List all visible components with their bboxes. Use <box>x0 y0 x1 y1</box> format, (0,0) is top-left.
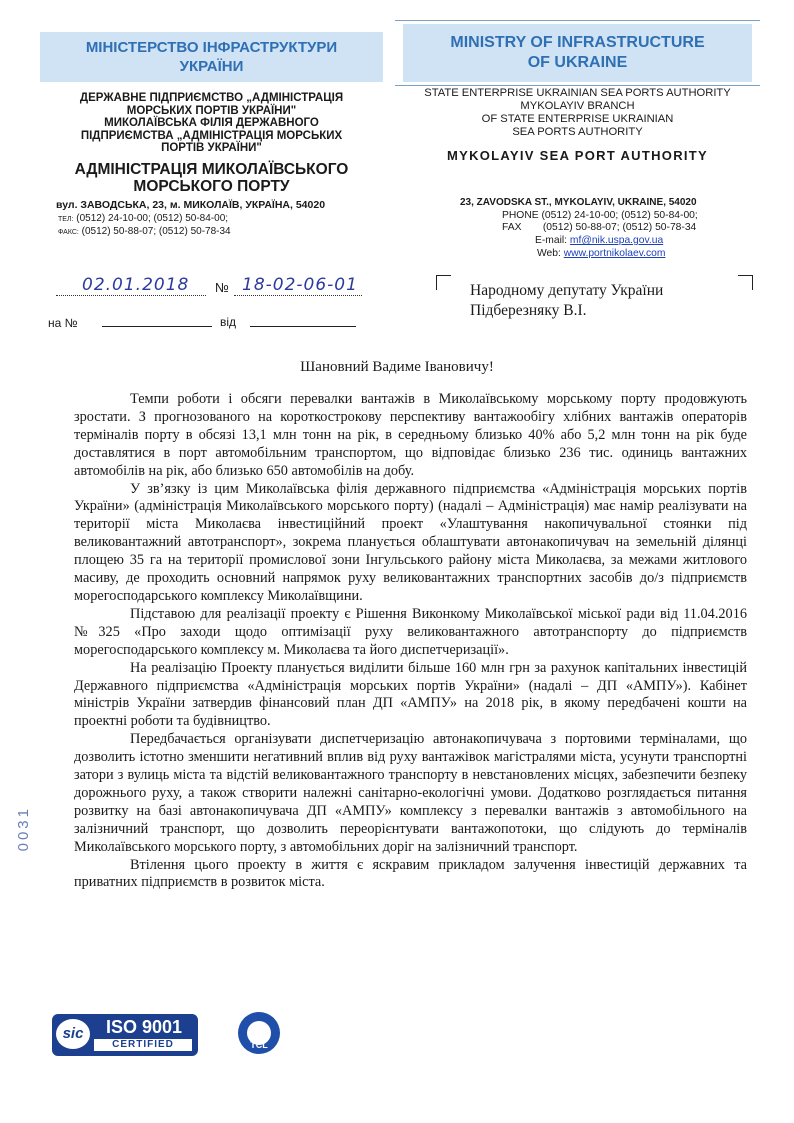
iso-certified: CERTIFIED <box>94 1039 192 1051</box>
email-label: E-mail: <box>535 235 568 246</box>
fax-en-value: (0512) 50-88-07; (0512) 50-78-34 <box>542 222 697 233</box>
ministry-title-en-line-1: MINISTRY OF INFRASTRUCTURE <box>450 34 705 51</box>
tcl-label: TCL <box>250 1040 268 1050</box>
tel-label: ТЕЛ: <box>58 216 74 223</box>
reply-date-line <box>250 326 356 327</box>
address-uk: вул. ЗАВОДСЬКА, 23, м. МИКОЛАЇВ, УКРАЇНА, 54020 <box>56 199 326 211</box>
enterprise-en-line: SEA PORTS AUTHORITY <box>512 126 643 138</box>
paragraph: Підставою для реалізації проекту є Рішення Виконкому Миколаївської міської ради від 11.04.2016 №325 «Про заходи щодо оптимізації руху великовантажного автотранспорту до підприємств морегосподарського комплексу м. Миколаєва та його диспетчеризації». <box>74 605 747 658</box>
date-line <box>56 295 206 296</box>
number-line <box>234 295 362 296</box>
addressee-bracket-left <box>436 275 451 290</box>
addressee-bracket-right <box>738 275 753 290</box>
port-name-line: МОРСЬКОГО ПОРТУ <box>133 178 290 195</box>
paragraph: Темпи роботи і обсяги перевалки вантажів в Миколаївському морському порту продовжують зростати. З прогнозованого на короткострокову перспективу вантажообігу хлібних вантажів операторів терміналів порту в обсязі 13,1 млн тонн на рік, в середньому близько 40% або 5,2 млн тонн на рік буде доставлятися в порт автомобільним транспортом, що відповідає близько 236 тис. одиниць вантажних автомобілів на рік, або близько 650 автомобілів на добу. <box>74 391 747 479</box>
margin-stamp-number: 0031 <box>15 806 32 852</box>
phone-label: PHONE <box>502 210 539 221</box>
web-en <box>537 248 665 259</box>
enterprise-en-line: OF STATE ENTERPRISE UKRAINIAN <box>481 113 674 125</box>
tel-value: (0512) 24-10-00; (0512) 50-84-00; <box>76 213 229 224</box>
tcl-certification-logo <box>238 1012 280 1054</box>
iso-title: ISO 9001 <box>105 1017 183 1037</box>
paragraph: Передбачається організувати диспетчеризацію автонакопичувача з портовими терміналами, що дозволить істотно зменшити негативний вплив від руху вантажівок магістралями міста, усунути транспортні затори з вулиць міста та відстій великовантажного транспорту в невстановлених місцях, забезпечити безпеку дорожнього руху, а також створити належні санітарно-екологічні умови. Додатково розглядається питання розвитку на базі автонакопичувача ДП «АМПУ» комплексу з перевалки вантажів з автомобільного на залізничний транспорт, що дозволить переорієнтувати вантажопотоки, що слідують до терміналів Миколаївського морського порту, з автомобільних доріг на залізничний транспорт. <box>74 731 747 855</box>
web-link[interactable]: www.portnikolaev.com <box>563 248 666 259</box>
enterprise-line: ДЕРЖАВНЕ ПІДПРИЄМСТВО „АДМІНІСТРАЦІЯ <box>79 92 344 104</box>
enterprise-en-line: MYKOLAYIV BRANCH <box>520 100 635 112</box>
web-label: Web: <box>537 248 561 259</box>
header-right-banner <box>403 24 752 82</box>
enterprise-name-en <box>403 87 752 139</box>
reply-number-line <box>102 326 212 327</box>
enterprise-line: МОРСЬКИХ ПОРТІВ УКРАЇНИ" <box>126 104 297 117</box>
fax-value: (0512) 50-88-07; (0512) 50-78-34 <box>81 226 231 237</box>
email-en <box>535 235 663 246</box>
paragraph: Втілення цього проекту в життя є яскравим прикладом залучення інвестицій державних та приватних підприємств в розвиток міста. <box>74 856 747 891</box>
addressee <box>470 281 663 321</box>
address-en: 23, ZAVODSKA ST., MYKOLAYIV, UKRAINE, 54020 <box>460 197 697 208</box>
from-label: від <box>220 315 237 329</box>
reply-label: на № <box>48 316 78 330</box>
ministry-title-line-1: МІНІСТЕРСТВО ІНФРАСТРУКТУРИ <box>85 39 338 56</box>
enterprise-line: ПІДПРИЄМСТВА „АДМІНІСТРАЦІЯ МОРСЬКИХ <box>80 129 343 142</box>
phone-uk <box>58 213 228 224</box>
port-authority-name-en: MYKOLAYIV SEA PORT AUTHORITY <box>446 148 709 163</box>
addressee-name: Підберезняку В.І. <box>470 302 587 319</box>
letter-number: 18-02-06-01 <box>242 275 358 295</box>
paragraph: У зв’язку із цим Миколаївська філія державного підприємства «Адміністрація морських портів України» (адміністрація Миколаївського морського порту) (надалі – Адміністрація) має намір реалізувати на території міста Миколаєва інвестиційний проект «Улаштування накопичувальної стоянки під великовантажний автотранспорт», зокрема планується облаштувати автонакопичувач на земельній ділянці площею 35 га на території промислової зони Інгульського району міста Миколаєва, за межами житлового масиву, де проходить основний напрямок руху великовантажних транспортних засобів до/з підприємств морегосподарського комплексу Миколаївщини. <box>74 480 747 604</box>
port-name-line: АДМІНІСТРАЦІЯ МИКОЛАЇВСЬКОГО <box>74 161 349 178</box>
ministry-title-en-line-2: OF UKRAINE <box>527 54 628 71</box>
letter-date: 02.01.2018 <box>82 275 190 295</box>
port-authority-name-uk <box>40 161 383 195</box>
letter-body <box>74 391 747 892</box>
header-left-banner <box>40 32 383 82</box>
enterprise-en-line: STATE ENTERPRISE UKRAINIAN SEA PORTS AUTHORITY <box>424 87 731 99</box>
fax-label: ФАКС: <box>58 229 79 236</box>
phone-value: (0512) 24-10-00; (0512) 50-84-00; <box>541 210 698 221</box>
phone-en <box>502 210 698 221</box>
enterprise-line: ПОРТІВ УКРАЇНИ" <box>161 142 262 154</box>
number-sign: № <box>215 280 229 295</box>
iso-9001-certified-logo <box>52 1014 198 1056</box>
sic-mark: sic <box>56 1019 90 1049</box>
greeting: Шановний Вадиме Івановичу! <box>300 359 494 375</box>
enterprise-line: МИКОЛАЇВСЬКА ФІЛІЯ ДЕРЖАВНОГО <box>104 117 319 129</box>
addressee-title: Народному депутату України <box>470 282 664 299</box>
fax-uk <box>58 226 231 237</box>
fax-en-label: FAX <box>502 222 522 233</box>
enterprise-name-uk <box>40 92 383 155</box>
email-link[interactable]: mf@nik.uspa.gov.ua <box>569 235 664 246</box>
ministry-title-line-2: УКРАЇНИ <box>179 58 244 75</box>
fax-en <box>502 222 696 233</box>
paragraph: На реалізацію Проекту планується виділити більше 160 млн грн за рахунок капітальних інвестицій Державного підприємства «Адміністрація морських портів України» (надалі – ДП «АМПУ»). Кабінет міністрів України затвердив фінансовий план ДП «АМПУ» на 2018 рік, в якому передбачені кошти на проектні роботи та будівництво. <box>74 659 747 730</box>
